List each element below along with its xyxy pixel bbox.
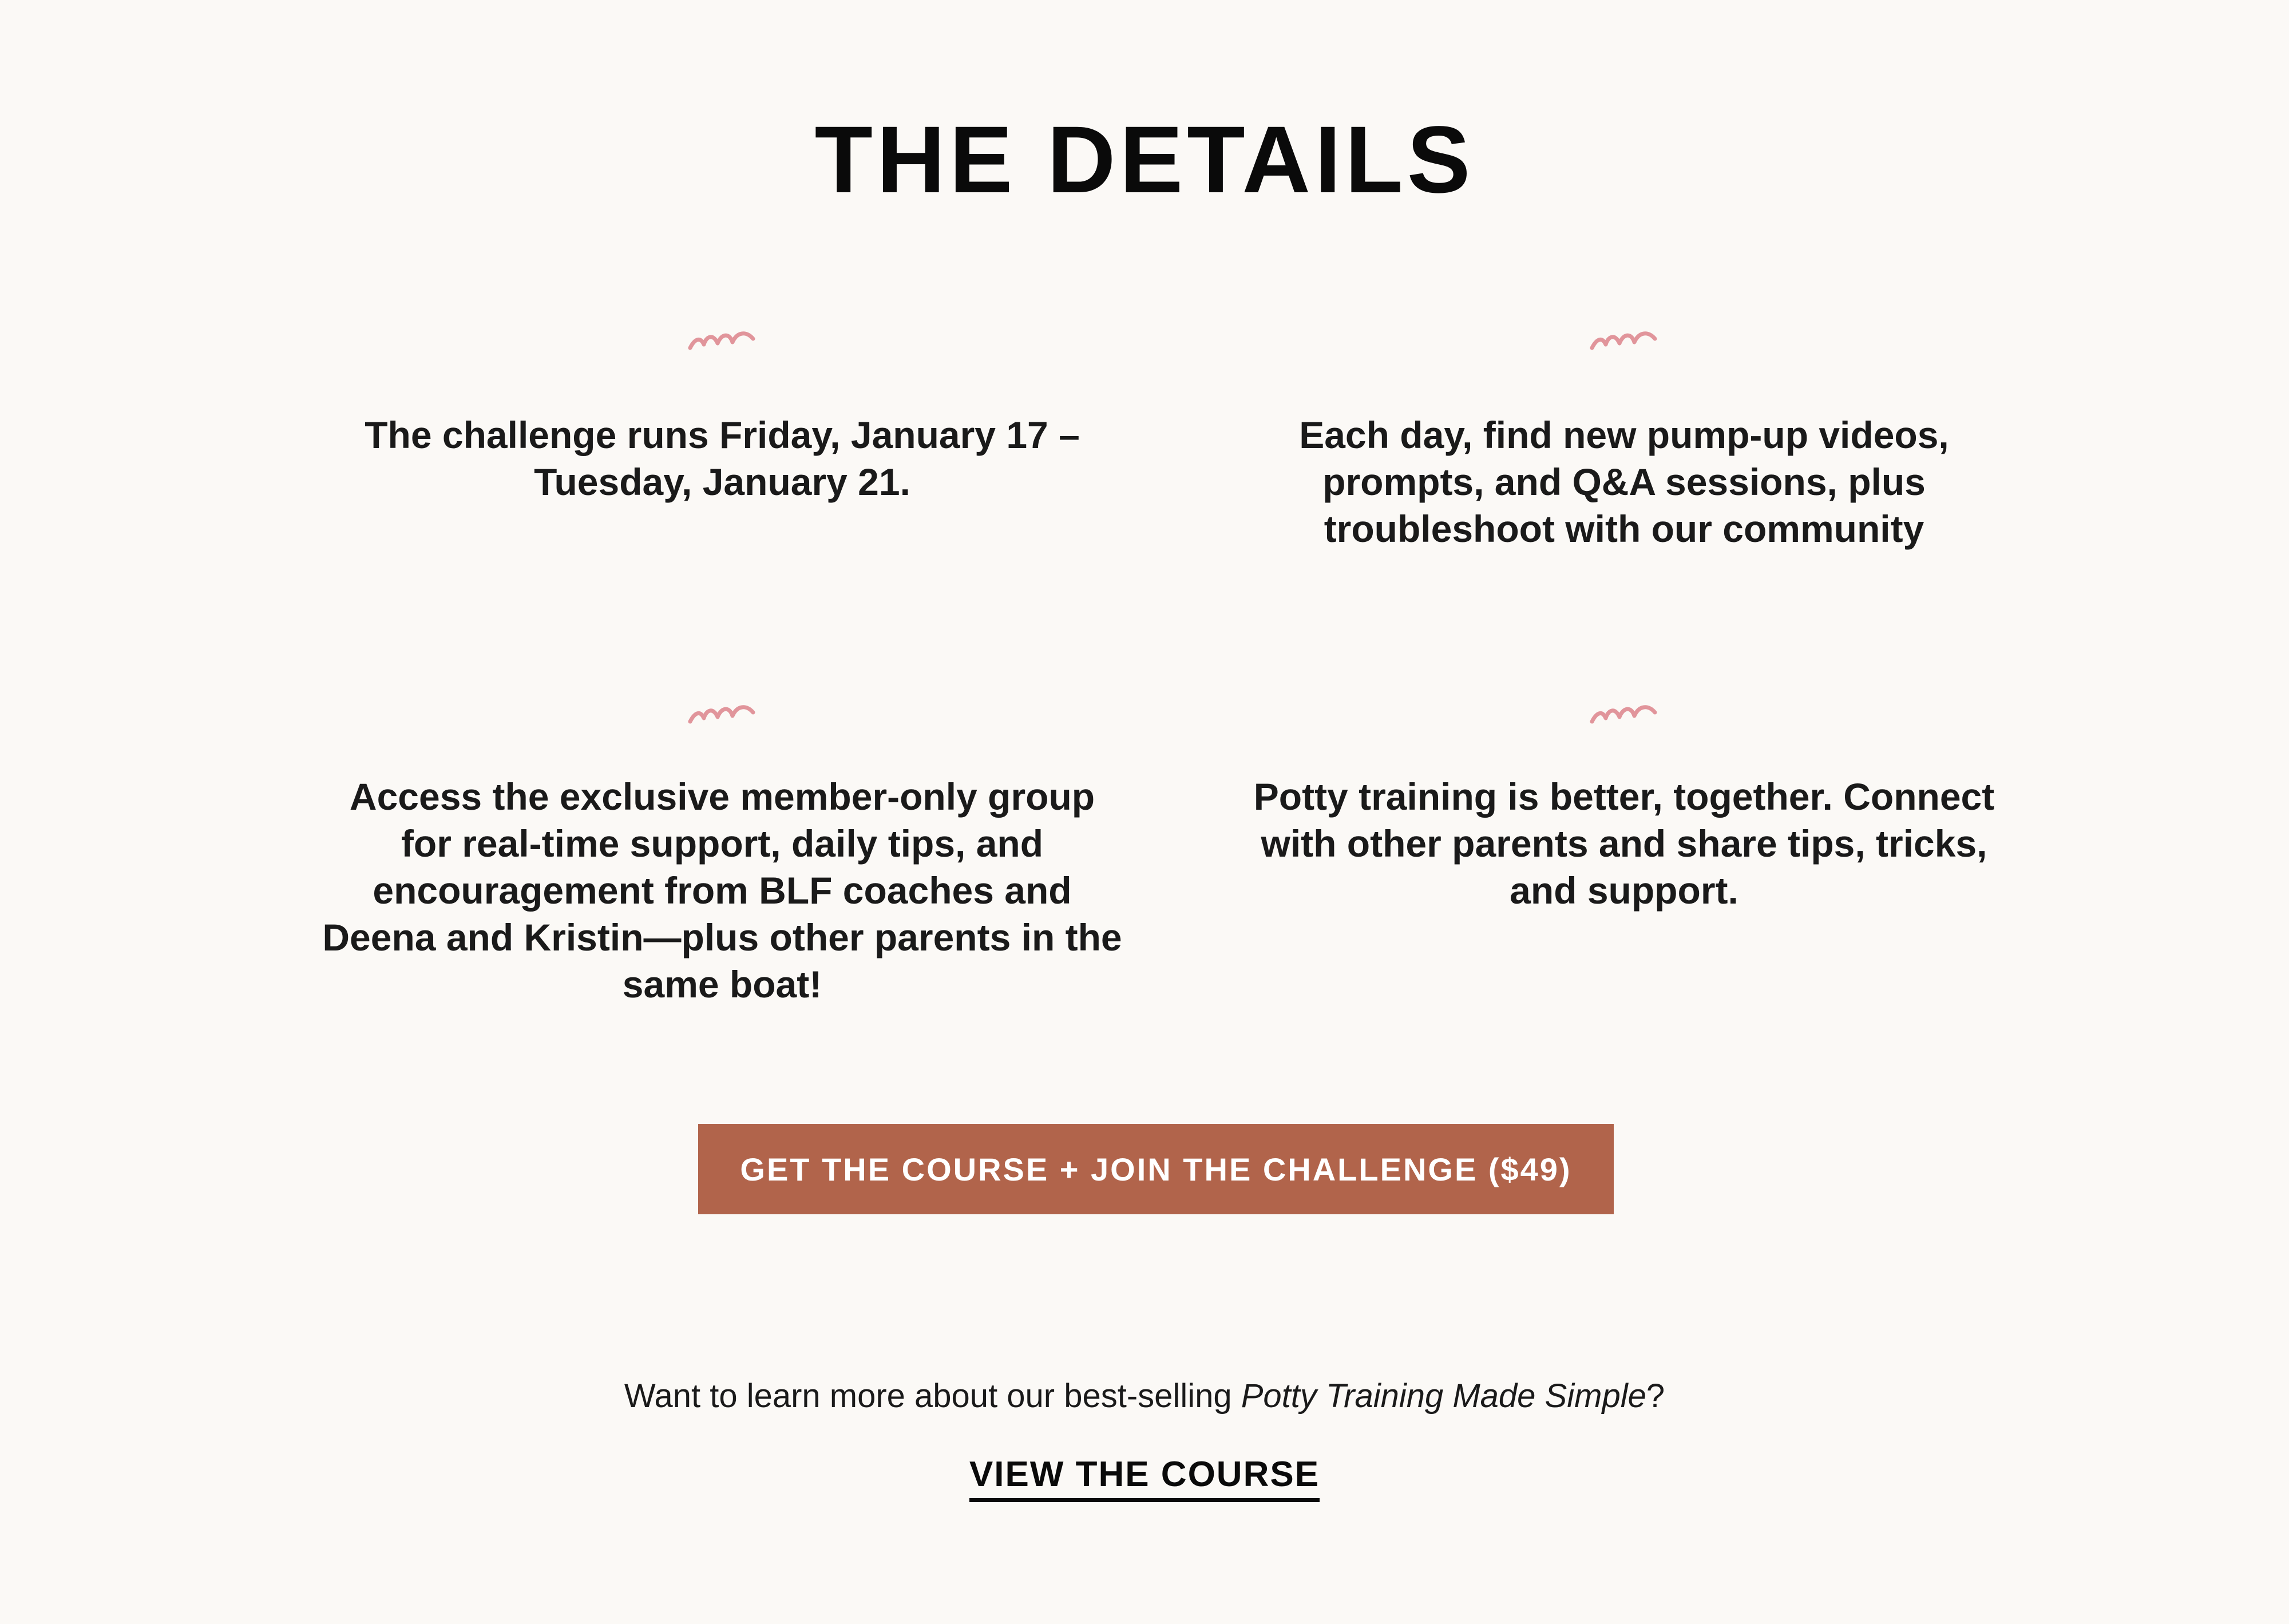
squiggle-icon (687, 326, 758, 352)
get-course-join-challenge-button[interactable]: GET THE COURSE + JOIN THE CHALLENGE ($49) (698, 1124, 1614, 1214)
squiggle-icon (1589, 326, 1660, 352)
detail-item-daily-content (1223, 326, 2025, 552)
detail-text: Each day, find new pump-up videos, prompts, and Q&A sessions, plus troubleshoot with our community (1299, 414, 1949, 550)
course-name: Potty Training Made Simple (1241, 1377, 1646, 1415)
detail-item-community (1223, 700, 2025, 914)
squiggle-icon (1589, 700, 1660, 726)
detail-text: Potty training is better, together. Connect with other parents and share tips, tricks, and support. (1253, 775, 1995, 912)
course-promo-text (0, 1373, 2289, 1419)
page-title: THE DETAILS (814, 107, 1475, 213)
detail-text: Access the exclusive member-only group for real-time support, daily tips, and encouragement from BLF coaches and Deena and Kristin—plus other parents in the same boat! (322, 775, 1122, 1005)
view-course-link[interactable]: VIEW THE COURSE (969, 1453, 1320, 1502)
view-course-link-row (0, 1453, 2289, 1502)
detail-text: The challenge runs Friday, January 17 – Tuesday, January 21. (365, 414, 1080, 503)
detail-item-schedule (322, 326, 1123, 505)
detail-item-member-group (322, 700, 1123, 1008)
squiggle-icon (687, 700, 758, 726)
promo-text-before: Want to learn more about our best-selling (624, 1377, 1241, 1415)
promo-text-after: ? (1646, 1377, 1665, 1415)
